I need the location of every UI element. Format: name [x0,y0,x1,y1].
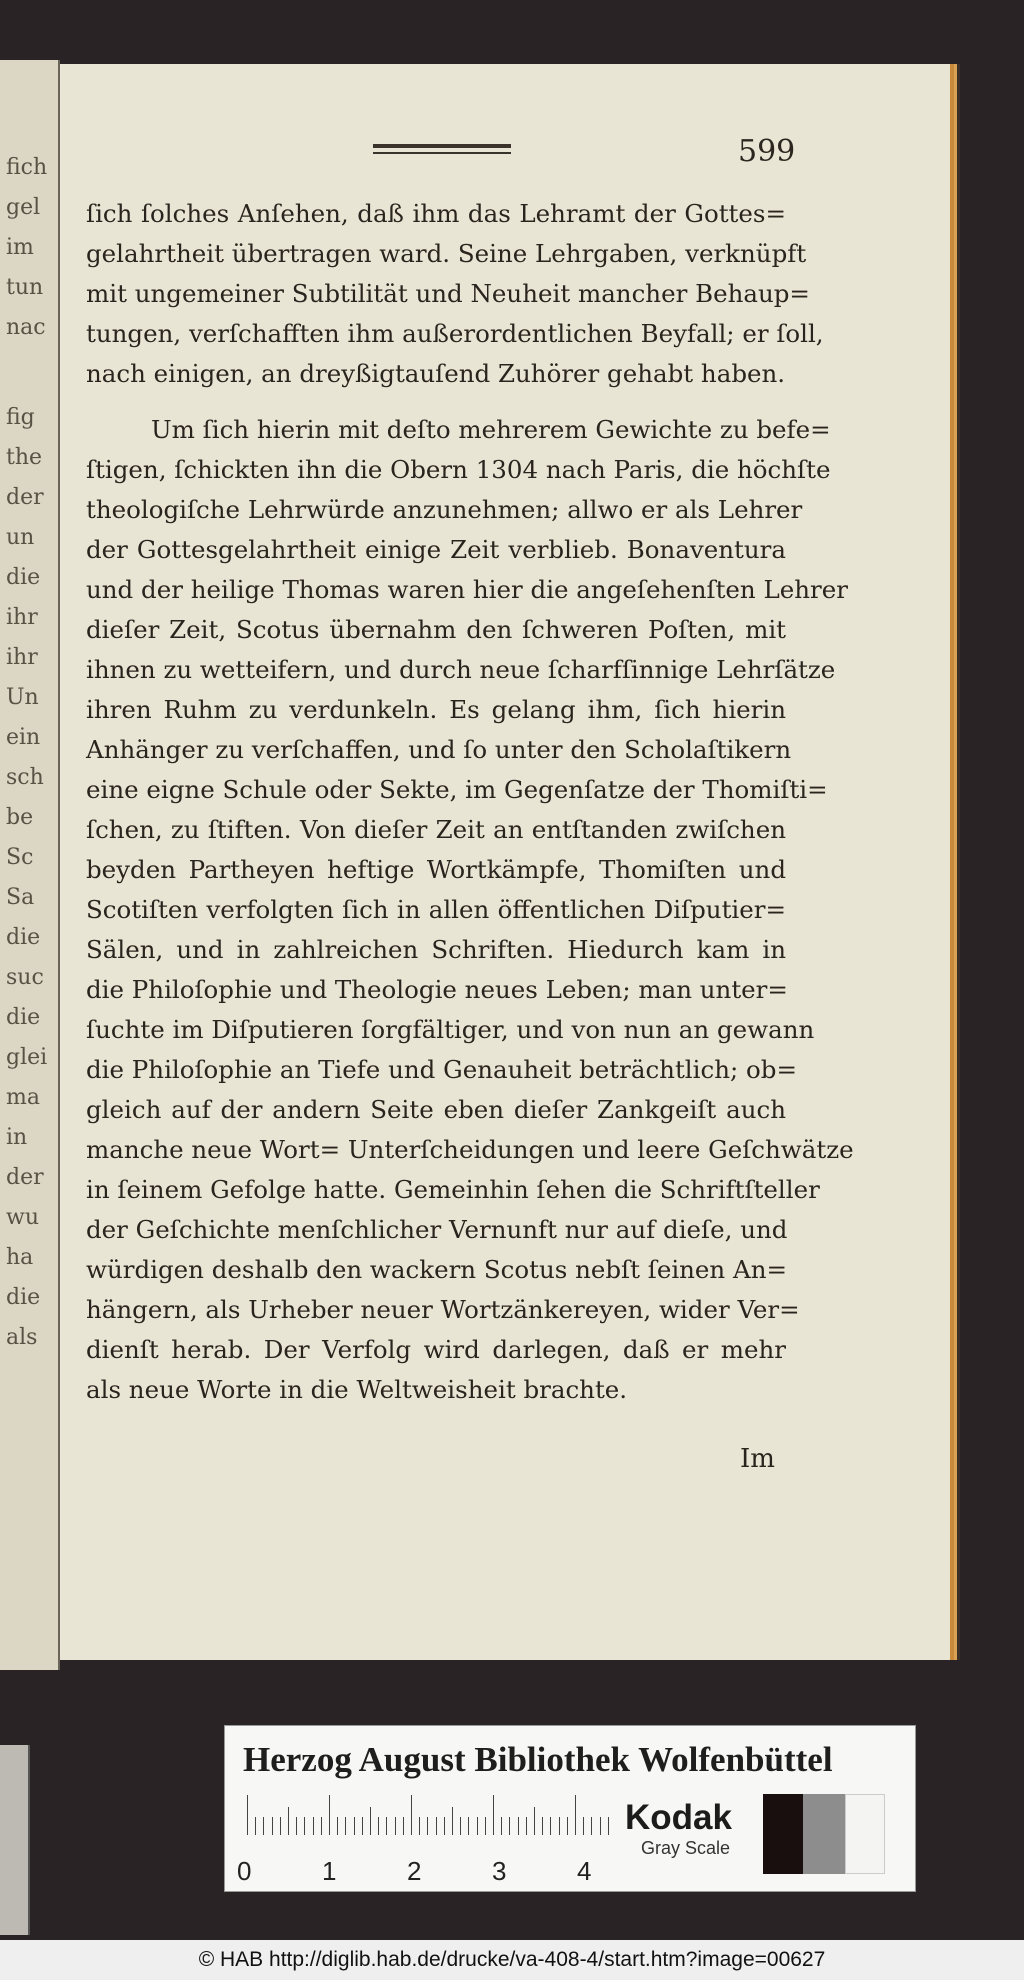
text-line: mit ungemeiner Subtilität und Neuheit mancher Behaup= [86,279,810,308]
text-line: ihnen zu wetteifern, und durch neue ſcharfſinnige Lehrſätze [86,655,836,684]
text-line: ſich ſolches Anſehen, daß ihm das Lehramt der Gottes= [86,199,786,228]
prev-page-fragment: ihr [6,645,38,670]
ruler-tick [247,1795,248,1835]
ruler-tick [280,1817,281,1835]
ruler-tick [427,1817,428,1835]
ruler-tick [354,1817,355,1835]
paragraph-gap [86,394,786,410]
ruler-tick [304,1817,305,1835]
ruler-tick [468,1817,469,1835]
prev-page-fragment: als [6,1325,38,1350]
prev-page-fragment: gel [6,195,41,220]
text-line: dieſer Zeit, Scotus übernahm den ſchweren Poſten, mit [86,615,786,644]
ruler-label: 4 [577,1856,592,1886]
prev-page-fragment: der [6,1165,44,1190]
text-line: nach einigen, an dreyßigtauſend Zuhörer gehabt haben. [86,359,786,388]
prev-page-fragment: die [6,925,41,950]
ruler-tick [583,1817,584,1835]
ruler-tick [288,1807,289,1835]
ruler-tick [337,1817,338,1835]
text-line: dienſt herab. Der Verfolg wird darlegen, daß er mehr [86,1335,786,1364]
text-line: gelahrtheit übertragen ward. Seine Lehrgaben, verknüpft [86,239,807,268]
prev-page-fragment: die [6,565,41,590]
page-number: 599 [738,134,796,169]
ruler-tick [296,1817,297,1835]
ruler-tick [345,1817,346,1835]
ruler-tick [362,1817,363,1835]
ruler-tick [411,1795,412,1835]
text-line: die Philoſophie an Tiefe und Genauheit beträchtlich; ob= [86,1055,797,1084]
prev-page-fragment: ein [6,725,41,750]
ruler-tick [403,1817,404,1835]
prev-page-fragment: der [6,485,44,510]
book-page [60,64,950,1660]
ruler-tick [477,1817,478,1835]
ruler-tick [518,1817,519,1835]
swatch-black [763,1794,803,1874]
prev-page-fragment: fich [6,155,48,180]
ruler-tick [534,1807,535,1835]
text-line: ſchen, zu ſtiften. Von dieſer Zeit an entſtanden zwiſchen [86,815,786,844]
prev-page-fragment: ma [6,1085,40,1110]
prev-page-fragment: sch [6,765,44,790]
prev-page-fragment: the [6,445,43,470]
text-line: theologiſche Lehrwürde anzunehmen; allwo er als Lehrer [86,495,803,524]
ruler-tick [509,1817,510,1835]
text-line: und der heilige Thomas waren hier die angeſehenſten Lehrer [86,575,848,604]
gray-scale-label: Gray Scale [641,1838,731,1858]
text-line: beyden Partheyen heftige Wortkämpfe, Thomiſten und [86,855,786,884]
ruler-tick [460,1817,461,1835]
ruler-tick [493,1795,494,1835]
prev-page-fragment: ha [6,1245,34,1270]
ruler-tick [313,1817,314,1835]
prev-page-fragment: Sc [6,845,34,870]
ruler-tick [452,1807,453,1835]
text-line: ſtigen, ſchickten ihn die Obern 1304 nach Paris, die höchſte [86,455,831,484]
ruler-tick [575,1795,576,1835]
swatch-white [845,1794,885,1874]
text-line: Scotiſten verfolgten ſich in allen öffentlichen Diſputier= [86,895,786,924]
prev-page-fragment: un [6,525,35,550]
ruler-tick [559,1817,560,1835]
ruler-tick [386,1817,387,1835]
text-line: in ſeinem Gefolge hatte. Gemeinhin ſehen die Schriftſteller [86,1175,820,1204]
text-line: würdigen deshalb den wackern Scotus nebſt ſeinen An= [86,1255,788,1284]
text-line: als neue Worte in die Weltweisheit brachte. [86,1375,628,1404]
text-line: der Gottesgelahrtheit einige Zeit verblieb. Bonaventura [86,535,786,564]
swatch-gray [803,1794,845,1874]
text-line: manche neue Wort= Unterſcheidungen und leere Geſchwätze [86,1135,854,1164]
ruler-tick [263,1817,264,1835]
prev-page-fragment: die [6,1005,41,1030]
ruler-label: 2 [407,1856,422,1886]
ruler-tick [255,1817,256,1835]
copyright-footer: © HAB http://diglib.hab.de/drucke/va-408-4/start.htm?image=00627 [0,1940,1024,1980]
ruler-tick [329,1795,330,1835]
library-name: Herzog August Bibliothek Wolfenbüttel [243,1740,833,1779]
catchword: Im [740,1444,775,1474]
ruler-label: 0 [237,1856,252,1886]
ruler-tick [501,1817,502,1835]
prev-page-fragment: in [6,1125,28,1150]
text-line: eine eigne Schule oder Sekte, im Gegenſatze der Thomiſti= [86,775,828,804]
header-rule [373,144,511,154]
text-line: tungen, verſchafften ihm außerordentlichen Beyfall; er ſoll, [86,319,824,348]
ruler-tick [542,1817,543,1835]
ruler-tick [370,1807,371,1835]
ruler-tick [526,1817,527,1835]
prev-page-fragment: tun [6,275,44,300]
ruler-label: 3 [492,1856,507,1886]
ruler-tick [436,1817,437,1835]
ruler-tick [608,1817,609,1835]
prev-page-fragment: wu [6,1205,39,1230]
ruler-tick [485,1817,486,1835]
text-line: Um ſich hierin mit deſto mehrerem Gewichte zu befe= [151,415,831,444]
text-line: die Philoſophie und Theologie neues Leben; man unter= [86,975,788,1004]
prev-page-fragment: be [6,805,34,830]
prev-page-fragment: suc [6,965,44,990]
kodak-logo-text: Kodak [625,1798,732,1837]
prev-page-fragment: ihr [6,605,38,630]
text-line: Anhänger zu verſchaffen, und ſo unter den Scholaſtikern [86,735,792,764]
prev-page-fragment: glei [6,1045,48,1070]
prev-page-fragment: Un [6,685,39,710]
ruler-tick [378,1817,379,1835]
ruler-tick [591,1817,592,1835]
ruler-tick [600,1817,601,1835]
text-line: der Geſchichte menſchlicher Vernunft nur auf dieſe, und [86,1215,788,1244]
ruler-tick [272,1817,273,1835]
prev-page-fragment: Sa [6,885,35,910]
ruler-tick [567,1817,568,1835]
text-line: Sälen, und in zahlreichen Schriften. Hiedurch kam in [86,935,786,964]
color-reference-card [224,1725,916,1892]
prev-page-fragment: fig [6,405,35,430]
previous-page-edge-lower [0,1745,30,1935]
ruler-tick [419,1817,420,1835]
ruler-tick [321,1817,322,1835]
ruler-tick [444,1817,445,1835]
scale-ruler [247,1801,607,1843]
prev-page-fragment: die [6,1285,41,1310]
prev-page-fragment: im [6,235,34,260]
text-line: hängern, als Urheber neuer Wortzänkereyen, wider Ver= [86,1295,800,1324]
ruler-label: 1 [322,1856,337,1886]
text-line: gleich auf der andern Seite eben dieſer Zankgeiſt auch [86,1095,786,1124]
page-text [86,194,854,1410]
prev-page-fragment: nac [6,315,46,340]
text-line: ſuchte im Diſputieren ſorgfältiger, und von nun an gewann [86,1015,815,1044]
ruler-tick [550,1817,551,1835]
text-line: ihren Ruhm zu verdunkeln. Es gelang ihm, ſich hierin [86,695,786,724]
previous-page-edge [0,60,60,1670]
ruler-tick [395,1817,396,1835]
